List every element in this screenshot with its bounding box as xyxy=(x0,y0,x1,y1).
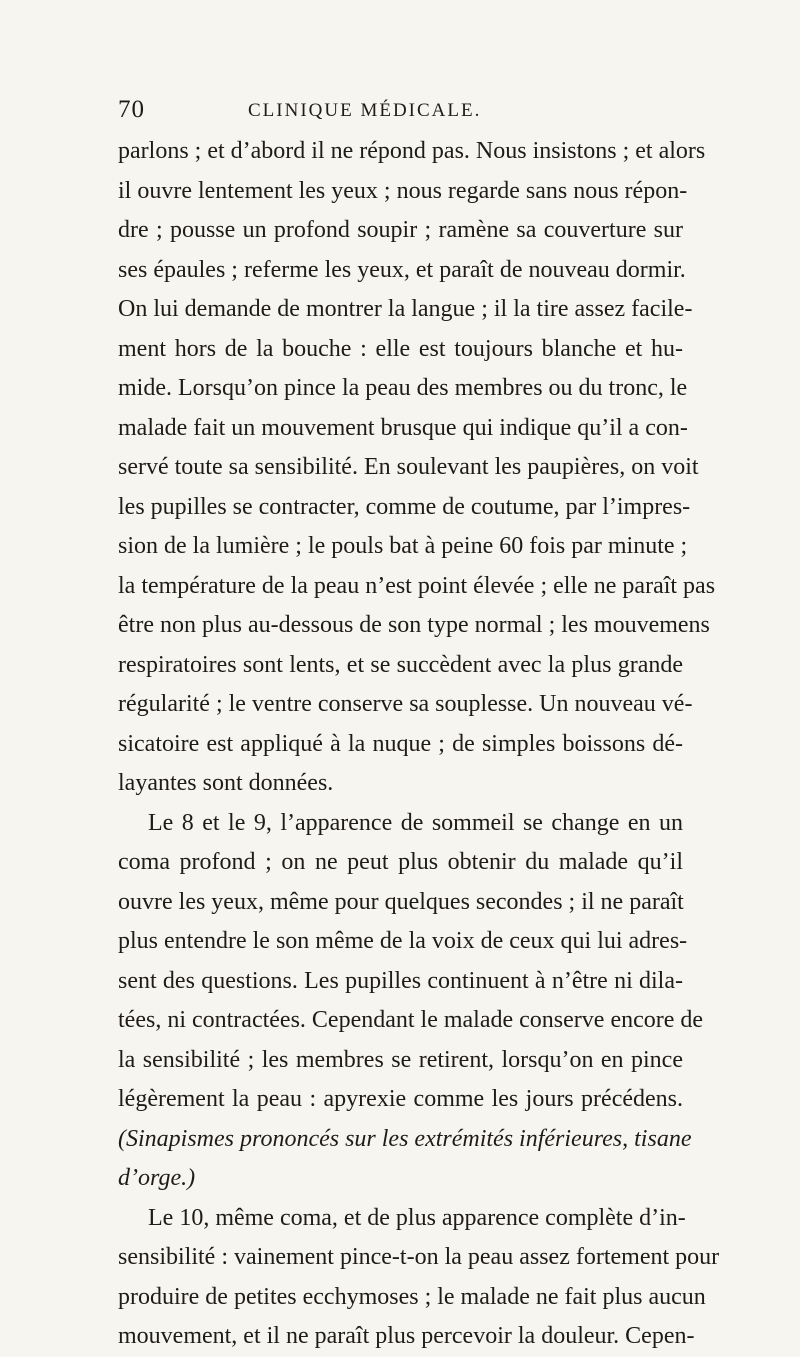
text-line: être non plus au-dessous de son type normal ; les mouvemens xyxy=(118,612,710,638)
text-line: plus entendre le son même de la voix de ceux qui lui adres- xyxy=(118,928,688,954)
text-line: (Sinapismes prononcés sur les extrémités inférieures, tisane xyxy=(118,1125,692,1152)
text-line: On lui demande de montrer la langue ; il la tire assez facile- xyxy=(118,296,693,322)
text-line: Le 8 et le 9, l’apparence de sommeil se change en un xyxy=(148,809,683,836)
running-title: CLINIQUE MÉDICALE. xyxy=(248,100,482,121)
page-number: 70 xyxy=(118,96,145,123)
text-line: les pupilles se contracter, comme de coutume, par l’impres- xyxy=(118,493,691,520)
text-line: layantes sont données. xyxy=(118,770,334,796)
text-line: ses épaules ; referme les yeux, et paraît de nouveau dormir. xyxy=(118,256,686,283)
text-line: servé toute sa sensibilité. En soulevant les paupières, on voit xyxy=(118,454,699,480)
text-line: mide. Lorsqu’on pince la peau des membres ou du tronc, le xyxy=(118,375,688,401)
text-line: légèrement la peau : apyrexie comme les jours précédens. xyxy=(118,1086,683,1112)
text-line: sicatoire est appliqué à la nuque ; de simples boissons dé- xyxy=(118,730,683,757)
text-line: parlons ; et d’abord il ne répond pas. Nous insistons ; et alors xyxy=(118,138,706,164)
text-line: sent des questions. Les pupilles continuent à n’être ni dila- xyxy=(118,967,683,994)
text-line: malade fait un mouvement brusque qui indique qu’il a con- xyxy=(118,414,688,441)
text-line: mouvement, et il ne paraît plus percevoir la douleur. Cepen- xyxy=(118,1323,695,1349)
text-line: dre ; pousse un profond soupir ; ramène sa couverture sur xyxy=(118,217,683,243)
text-line: sion de la lumière ; le pouls bat à peine 60 fois par minute ; xyxy=(118,533,688,559)
text-line: Le 10, même coma, et de plus apparence complète d’in- xyxy=(148,1204,686,1231)
page-header xyxy=(118,96,678,126)
text-line: ouvre les yeux, même pour quelques secondes ; il ne paraît xyxy=(118,888,684,915)
text-line: la température de la peau n’est point élevée ; elle ne paraît pas xyxy=(118,572,716,599)
body-text xyxy=(118,132,720,1357)
text-line: la sensibilité ; les membres se retirent, lorsqu’on en pince xyxy=(118,1046,683,1073)
text-line: coma profond ; on ne peut plus obtenir du malade qu’il xyxy=(118,849,683,875)
text-line: sensibilité : vainement pince-t-on la peau assez fortement pour xyxy=(118,1244,720,1270)
text-line: respiratoires sont lents, et se succèdent avec la plus grande xyxy=(118,651,683,678)
text-line: régularité ; le ventre conserve sa souplesse. Un nouveau vé- xyxy=(118,691,693,717)
text-line: il ouvre lentement les yeux ; nous regarde sans nous répon- xyxy=(118,177,688,204)
text-line: produire de petites ecchymoses ; le malade ne fait plus aucun xyxy=(118,1283,706,1310)
text-line: tées, ni contractées. Cependant le malade conserve encore de xyxy=(118,1007,704,1033)
text-line: d’orge.) xyxy=(118,1165,196,1191)
text-line: ment hors de la bouche : elle est toujours blanche et hu- xyxy=(118,335,683,362)
